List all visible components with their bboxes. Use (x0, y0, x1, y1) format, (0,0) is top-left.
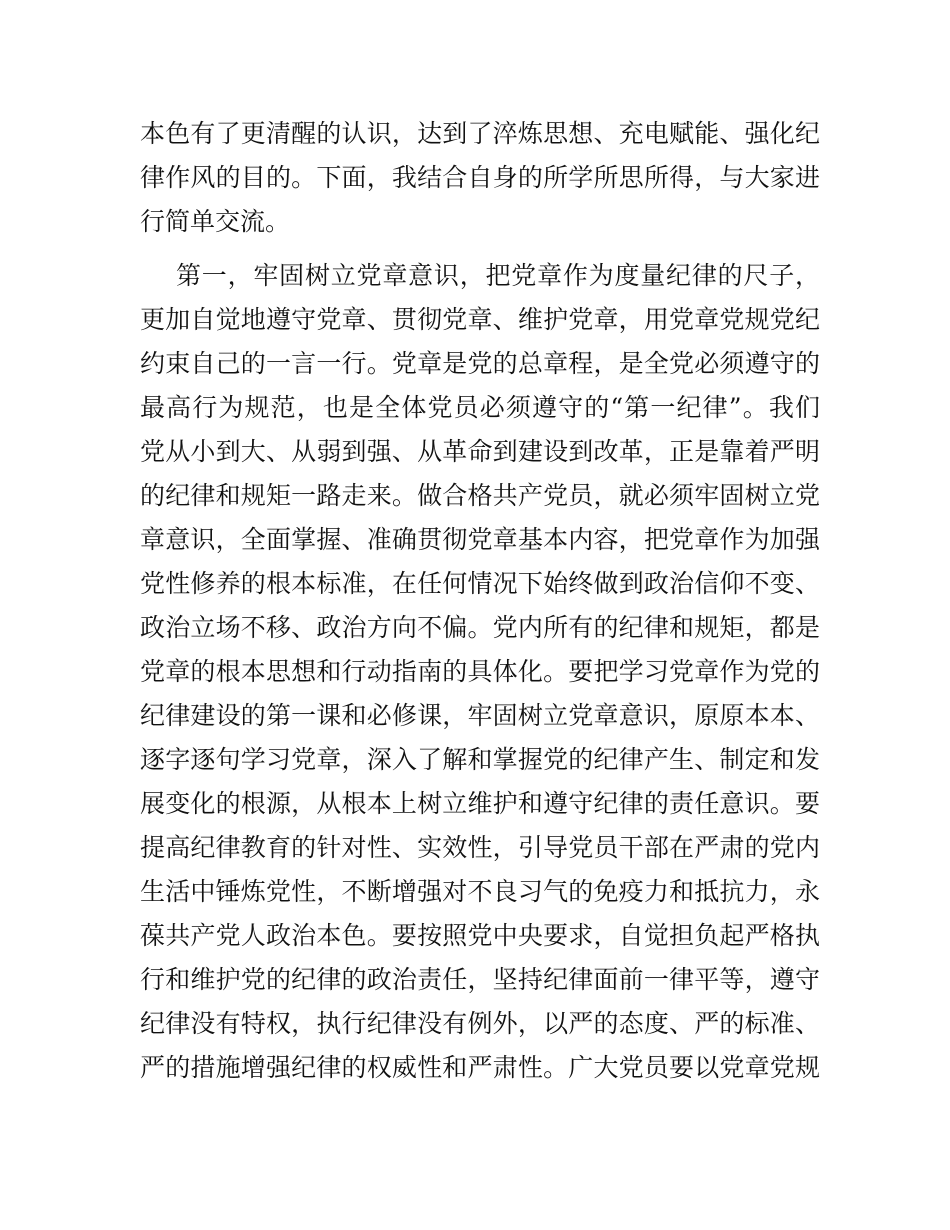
text-line: 展变化的根源，从根本上树立维护和遵守纪律的责任意识。要 (140, 789, 820, 818)
text-line: 逐字逐句学习党章，深入了解和掌握党的纪律产生、制定和发 (140, 745, 820, 774)
text-line: 纪律建设的第一课和必修课，牢固树立党章意识，原原本本、 (140, 701, 820, 730)
text-line: 最高行为规范，也是全体党员必须遵守的“第一纪律”。我们 (140, 393, 820, 422)
text-line: 行和维护党的纪律的政治责任，坚持纪律面前一律平等，遵守 (140, 965, 820, 994)
text-line: 章意识，全面掌握、准确贯彻党章基本内容，把党章作为加强 (140, 525, 820, 554)
text-line: 约束自己的一言一行。党章是党的总章程，是全党必须遵守的 (140, 349, 820, 378)
text-line: 律作风的目的。下面，我结合自身的所学所思所得，与大家进 (140, 163, 820, 192)
paragraph-1 (140, 112, 820, 244)
paragraph-2 (140, 254, 820, 1090)
text-line: 葆共产党人政治本色。要按照党中央要求，自觉担负起严格执 (140, 921, 820, 950)
text-line: 严的措施增强纪律的权威性和严肃性。广大党员要以党章党规 (140, 1053, 820, 1082)
text-line: 政治立场不移、政治方向不偏。党内所有的纪律和规矩，都是 (140, 613, 820, 642)
text-line: 行简单交流。 (140, 207, 291, 236)
text-line-first: 第一，牢固树立党章意识，把党章作为度量纪律的尺子， (176, 261, 820, 290)
text-line: 纪律没有特权，执行纪律没有例外，以严的态度、严的标准、 (140, 1009, 820, 1038)
text-line: 生活中锤炼党性，不断增强对不良习气的免疫力和抵抗力，永 (140, 877, 820, 906)
text-line: 提高纪律教育的针对性、实效性，引导党员干部在严肃的党内 (140, 833, 820, 862)
text-line: 更加自觉地遵守党章、贯彻党章、维护党章，用党章党规党纪 (140, 305, 820, 334)
text-line: 党章的根本思想和行动指南的具体化。要把学习党章作为党的 (140, 657, 820, 686)
text-line: 的纪律和规矩一路走来。做合格共产党员，就必须牢固树立党 (140, 481, 820, 510)
text-line: 本色有了更清醒的认识，达到了淬炼思想、充电赋能、强化纪 (140, 119, 820, 148)
text-line: 党从小到大、从弱到强、从革命到建设到改革，正是靠着严明 (140, 437, 820, 466)
text-line: 党性修养的根本标准，在任何情况下始终做到政治信仰不变、 (140, 569, 820, 598)
